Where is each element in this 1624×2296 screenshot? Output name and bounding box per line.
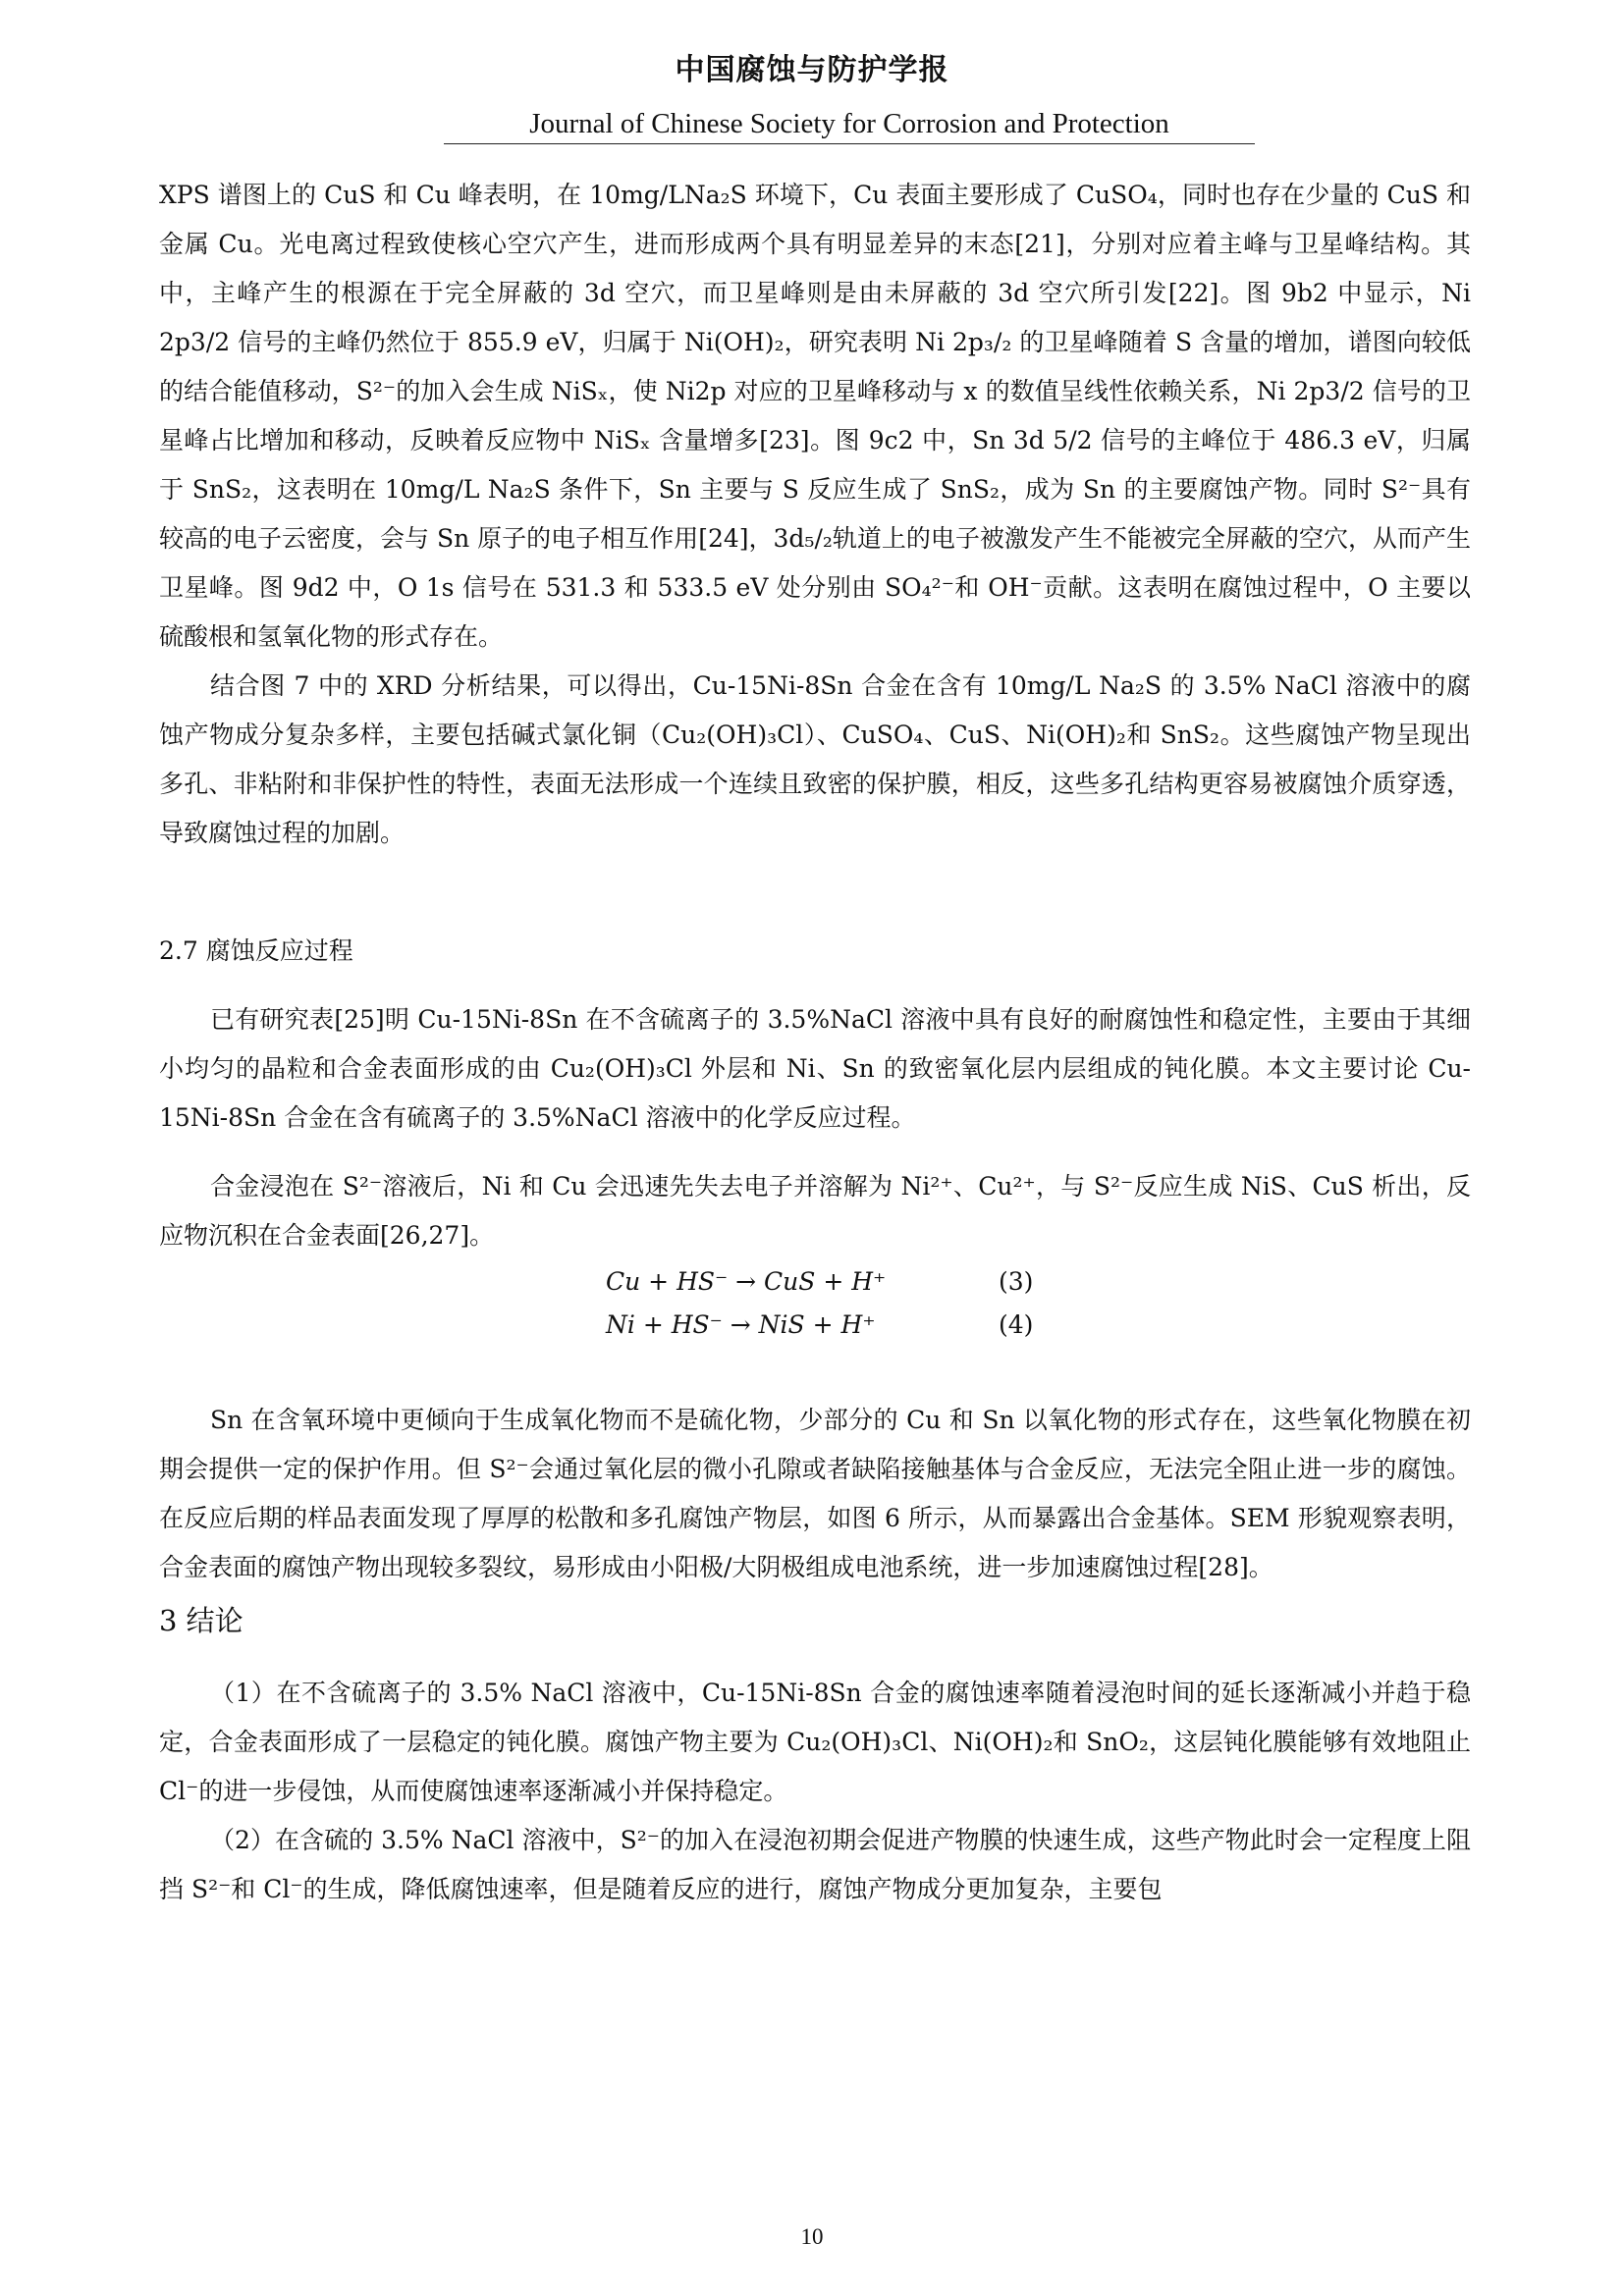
equation-expression: Ni + HS⁻ → NiS + H⁺ xyxy=(606,1310,876,1339)
paragraph-reaction-3: Sn 在含氧环境中更倾向于生成氧化物而不是硫化物，少部分的 Cu 和 Sn 以氧化物的形式存在，这些氧化物膜在初期会提供一定的保护作用。但 S²⁻会通过氧化层的微小孔隙或者缺陷接触基体与合金反应，无法完全阻止进一步的腐蚀。在反应后期的样品表面发现了厚厚的松散和多孔腐蚀产物层，如图 6 所示，从而暴露出合金基体。SEM 形貌观察表明，合金表面的腐蚀产物出现较多裂纹，易形成由小阳极/大阴极组成电池系统，进一步加速腐蚀过程[28]。 xyxy=(159,1406,1471,1581)
document-body xyxy=(159,171,1471,1914)
spacer xyxy=(159,1143,1471,1162)
equation-expression: Cu + HS⁻ → CuS + H⁺ xyxy=(606,1267,887,1296)
section-heading-3: 3 结论 xyxy=(159,1604,244,1637)
spacer xyxy=(159,907,1471,927)
page-number: 10 xyxy=(800,2224,824,2249)
equation-number: (4) xyxy=(999,1310,1034,1339)
conclusion-2: （2）在含硫的 3.5% NaCl 溶液中，S²⁻的加入在浸泡初期会促进产物膜的快速生成，这些产物此时会一定程度上阻挡 S²⁻和 Cl⁻的生成，降低腐蚀速率，但是随着反应的进行，腐蚀产物成分更加复杂，主要包 xyxy=(159,1826,1471,1903)
paragraph-xrd: 结合图 7 中的 XRD 分析结果，可以得出，Cu-15Ni-8Sn 合金在含有 10mg/L Na₂S 的 3.5% NaCl 溶液中的腐蚀产物成分复杂多样，主要包括碱式氯化铜（Cu₂(OH)₃Cl）、CuSO₄、CuS、Ni(OH)₂和 SnS₂。这些腐蚀产物呈现出多孔、非粘附和非保护性的特性，表面无法形成一个连续且致密的保护膜，相反，这些多孔结构更容易被腐蚀介质穿透，导致腐蚀过程的加剧。 xyxy=(159,671,1471,847)
spacer xyxy=(159,976,1471,995)
equation-3 xyxy=(159,1260,1471,1304)
paragraph-xps: XPS 谱图上的 CuS 和 Cu 峰表明，在 10mg/LNa₂S 环境下，Cu 表面主要形成了 CuSO₄，同时也存在少量的 CuS 和金属 Cu。光电离过程致使核心空穴产生，进而形成两个具有明显差异的末态[21]，分别对应着主峰与卫星峰结构。其中，主峰产生的根源在于完全屏蔽的 3d 空穴，而卫星峰则是由未屏蔽的 3d 空穴所引发[22]。图 9b2 中显示，Ni 2p3/2 信号的主峰仍然位于 855.9 eV，归属于 Ni(OH)₂，研究表明 Ni 2p₃/₂ 的卫星峰随着 S 含量的增加，谱图向较低的结合能值移动，S²⁻的加入会生成 NiSₓ，使 Ni2p 对应的卫星峰移动与 x 的数值呈线性依赖关系，Ni 2p3/2 信号的卫星峰占比增加和移动，反映着反应物中 NiSₓ 含量增多[23]。图 9c2 中，Sn 3d 5/2 信号的主峰位于 486.3 eV，归属于 SnS₂，这表明在 10mg/L Na₂S 条件下，Sn 主要与 S 反应生成了 SnS₂，成为 Sn 的主要腐蚀产物。同时 S²⁻具有较高的电子云密度，会与 Sn 原子的电子相互作用[24]，3d₅/₂轨道上的电子被激发产生不能被完全屏蔽的空穴，从而产生卫星峰。图 9d2 中，O 1s 信号在 531.3 和 533.5 eV 处分别由 SO₄²⁻和 OH⁻贡献。这表明在腐蚀过程中，O 主要以硫酸根和氢氧化物的形式存在。 xyxy=(159,181,1471,651)
paragraph-reaction-2: 合金浸泡在 S²⁻溶液后，Ni 和 Cu 会迅速先失去电子并溶解为 Ni²⁺、Cu²⁺，与 S²⁻反应生成 NiS、CuS 析出，反应物沉积在合金表面[26,27]。 xyxy=(159,1172,1471,1250)
section-heading-2-7: 2.7 腐蚀反应过程 xyxy=(159,936,353,965)
equation-number: (3) xyxy=(999,1267,1034,1296)
header-rule xyxy=(444,143,1255,144)
equation-4 xyxy=(159,1304,1471,1347)
journal-title-en: Journal of Chinese Society for Corrosion and Protection xyxy=(529,108,1169,139)
conclusion-1: （1）在不含硫离子的 3.5% NaCl 溶液中，Cu-15Ni-8Sn 合金的腐蚀速率随着浸泡时间的延长逐渐减小并趋于稳定，合金表面形成了一层稳定的钝化膜。腐蚀产物主要为 Cu₂(OH)₃Cl、Ni(OH)₂和 SnO₂，这层钝化膜能够有效地阻止 Cl⁻的进一步侵蚀，从而使腐蚀速率逐渐减小并保持稳定。 xyxy=(159,1679,1471,1805)
journal-title-cn: 中国腐蚀与防护学报 xyxy=(675,53,949,87)
paragraph-reaction-1: 已有研究表[25]明 Cu-15Ni-8Sn 在不含硫离子的 3.5%NaCl 溶液中具有良好的耐腐蚀性和稳定性，主要由于其细小均匀的晶粒和合金表面形成的由 Cu₂(OH)₃Cl 外层和 Ni、Sn 的致密氧化层内层组成的钝化膜。本文主要讨论 Cu-15Ni-8Sn 合金在含有硫离子的 3.5%NaCl 溶液中的化学反应过程。 xyxy=(159,1005,1471,1132)
spacer xyxy=(159,1649,1471,1669)
spacer xyxy=(159,1347,1471,1396)
spacer xyxy=(159,858,1471,907)
equation-block xyxy=(159,1260,1471,1347)
